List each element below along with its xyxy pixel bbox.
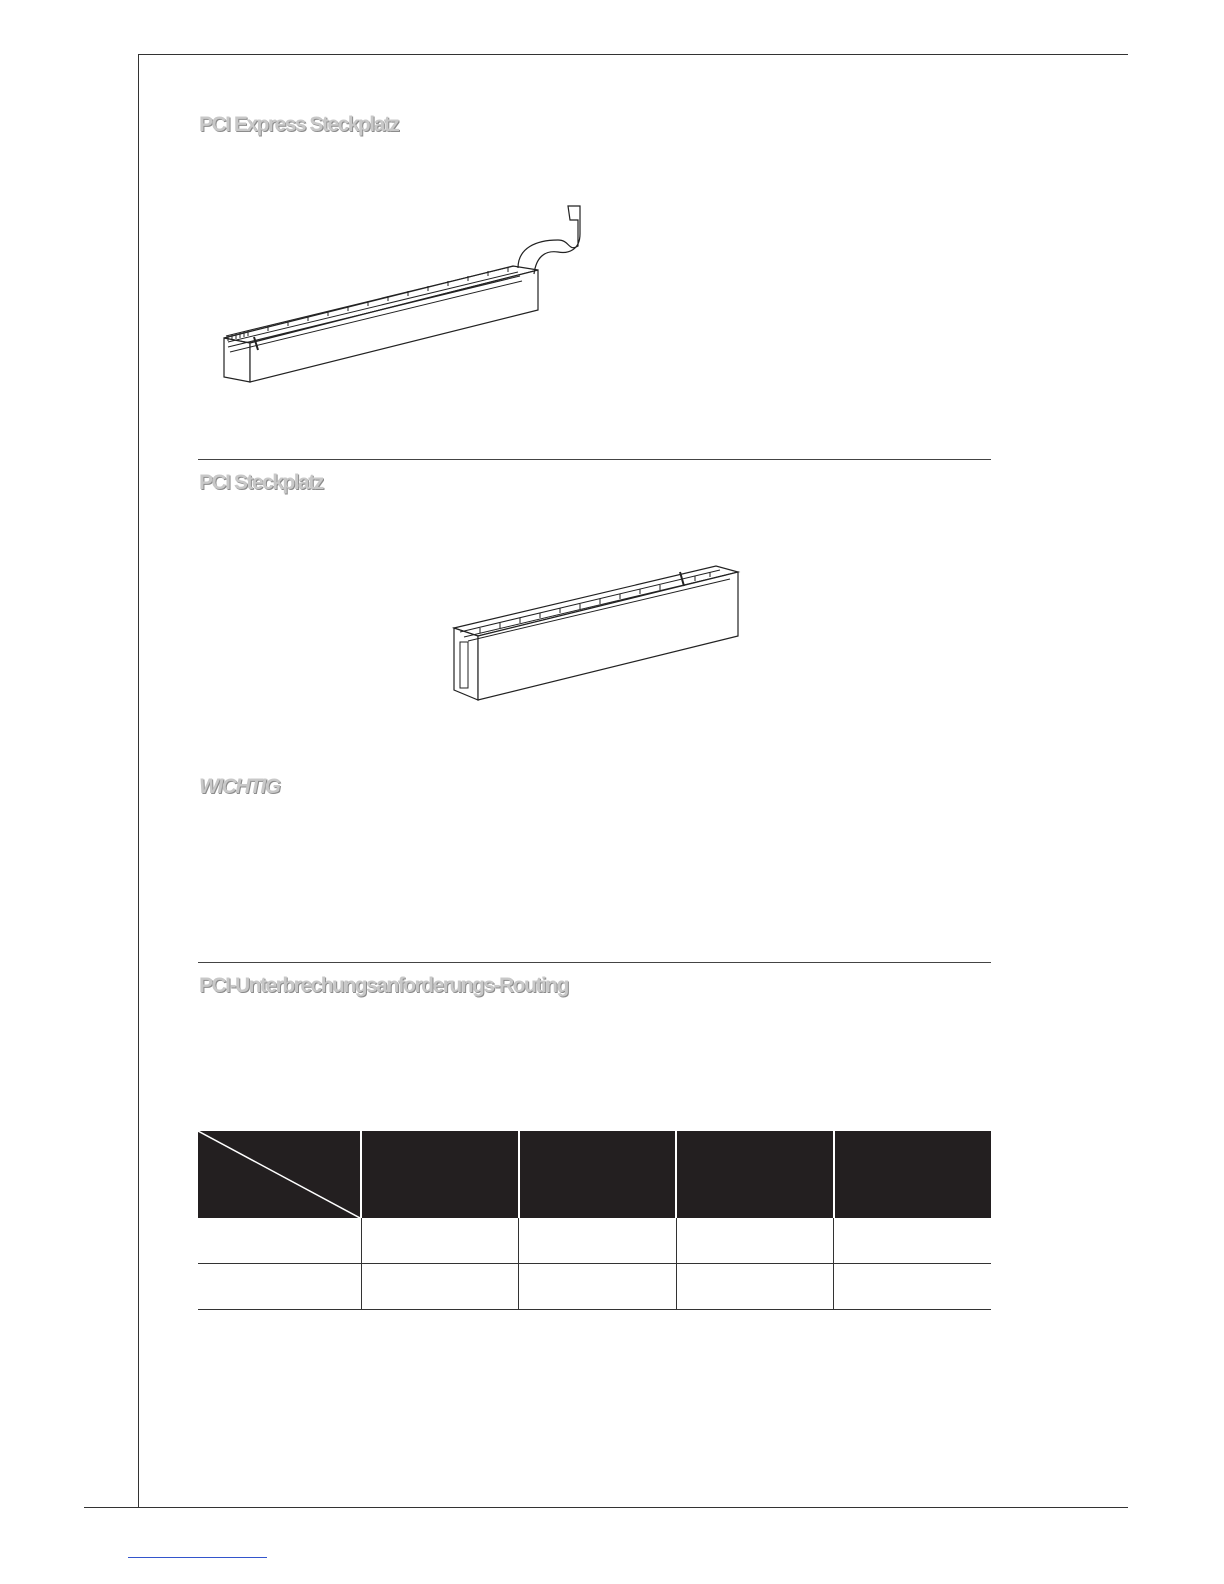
table-cell xyxy=(198,1218,361,1264)
table-corner-cell xyxy=(198,1131,361,1218)
table-row xyxy=(198,1218,991,1264)
table-cell xyxy=(361,1218,519,1264)
table-cell xyxy=(361,1264,519,1310)
table-cell xyxy=(519,1264,677,1310)
table-header-cell xyxy=(834,1131,992,1218)
section-divider xyxy=(198,962,991,963)
irq-routing-table xyxy=(198,1131,991,1310)
table-header-cell xyxy=(361,1131,519,1218)
pcie-slot-heading: PCI Express Steckplatz xyxy=(199,113,399,136)
footer-link-underline xyxy=(128,1557,267,1558)
table-cell xyxy=(519,1218,677,1264)
pci-slot-illustration xyxy=(450,560,742,702)
table-cell xyxy=(198,1264,361,1310)
table-header-row xyxy=(198,1131,991,1218)
section-divider xyxy=(198,459,991,460)
page-frame-left xyxy=(138,54,139,1508)
pcie-slot-illustration xyxy=(218,200,590,385)
table-cell xyxy=(834,1218,992,1264)
page-frame-bottom xyxy=(84,1507,1128,1508)
table-cell xyxy=(676,1218,834,1264)
diagonal-divider xyxy=(198,1131,360,1218)
table-row xyxy=(198,1264,991,1310)
table-cell xyxy=(834,1264,992,1310)
important-heading: WICHTIG xyxy=(199,775,280,798)
table-header-cell xyxy=(519,1131,677,1218)
pci-slot-heading: PCI Steckplatz xyxy=(199,471,323,494)
table-header-cell xyxy=(676,1131,834,1218)
page-frame-top xyxy=(138,54,1128,55)
irq-routing-heading: PCI-Unterbrechungsanforderungs-Routing xyxy=(199,974,568,997)
table-cell xyxy=(676,1264,834,1310)
